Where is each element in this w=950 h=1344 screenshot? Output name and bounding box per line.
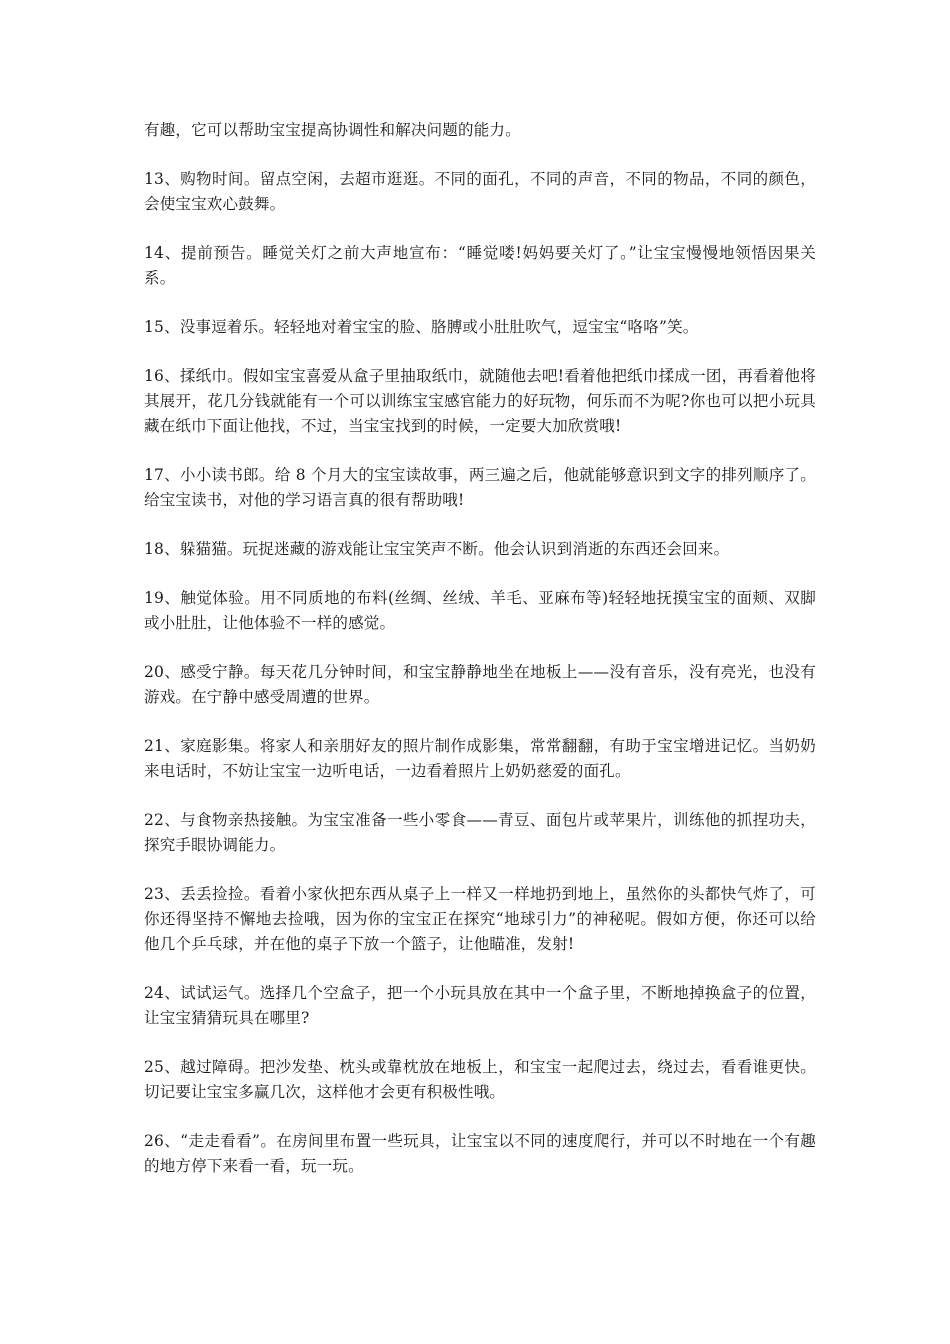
- paragraph-26-walk: 26、“走走看看”。在房间里布置一些玩具，让宝宝以不同的速度爬行，并可以不时地在一个有趣的地方停下来看一看，玩一玩。: [144, 1132, 816, 1175]
- paragraph-13-shopping: 13、购物时间。留点空闲，去超市逛逛。不同的面孔，不同的声音，不同的物品，不同的颜色，会使宝宝欢心鼓舞。: [144, 170, 816, 213]
- paragraph-24-luck: 24、试试运气。选择几个空盒子，把一个小玩具放在其中一个盒子里，不断地掉换盒子的位置，让宝宝猜猜玩具在哪里?: [144, 984, 816, 1027]
- paragraph-22-food: 22、与食物亲热接触。为宝宝准备一些小零食——青豆、面包片或苹果片，训练他的抓捏功夫，探究手眼协调能力。: [144, 811, 816, 854]
- paragraph-19-touch: 19、触觉体验。用不同质地的布料(丝绸、丝绒、羊毛、亚麻布等)轻轻地抚摸宝宝的面颊、双脚或小肚肚，让他体验不一样的感觉。: [144, 589, 816, 632]
- paragraph-14-preview: 14、提前预告。睡觉关灯之前大声地宣布：“睡觉喽!妈妈要关灯了。”让宝宝慢慢地领悟因果关系。: [144, 244, 816, 287]
- paragraph-23-drop: 23、丢丢捡捡。看着小家伙把东西从桌子上一样又一样地扔到地上，虽然你的头都快气炸了，可你还得坚持不懈地去捡哦，因为你的宝宝正在探究“地球引力”的神秘呢。假如方便，你还可以给他几个乒乓球，并在他的桌子下放一个篮子，让他瞄准，发射!: [144, 885, 816, 953]
- document-body: [144, 118, 816, 1203]
- paragraph-18-peekaboo: 18、躲猫猫。玩捉迷藏的游戏能让宝宝笑声不断。他会认识到消逝的东西还会回来。: [144, 540, 730, 558]
- paragraph-21-album: 21、家庭影集。将家人和亲朋好友的照片制作成影集，常常翻翻，有助于宝宝增进记忆。当奶奶来电话时，不妨让宝宝一边听电话，一边看着照片上奶奶慈爱的面孔。: [144, 737, 816, 780]
- paragraph-intro: 有趣，它可以帮助宝宝提高协调性和解决问题的能力。: [144, 121, 521, 139]
- paragraph-15-tease: 15、没事逗着乐。轻轻地对着宝宝的脸、胳膊或小肚肚吹气，逗宝宝“咯咯”笑。: [144, 318, 699, 336]
- paragraph-20-quiet: 20、感受宁静。每天花几分钟时间，和宝宝静静地坐在地板上——没有音乐，没有亮光，也没有游戏。在宁静中感受周遭的世界。: [144, 663, 816, 706]
- paragraph-25-obstacles: 25、越过障碍。把沙发垫、枕头或靠枕放在地板上，和宝宝一起爬过去，绕过去，看看谁更快。切记要让宝宝多赢几次，这样他才会更有积极性哦。: [144, 1058, 816, 1101]
- paragraph-17-reading: 17、小小读书郎。给 8 个月大的宝宝读故事，两三遍之后，他就能够意识到文字的排列顺序了。给宝宝读书，对他的学习语言真的很有帮助哦!: [144, 466, 816, 509]
- paragraph-16-tissue: 16、揉纸巾。假如宝宝喜爱从盒子里抽取纸巾，就随他去吧!看着他把纸巾揉成一团，再看着他将其展开，花几分钱就能有一个可以训练宝宝感官能力的好玩物，何乐而不为呢?你也可以把小玩具藏在纸巾下面让他找，不过，当宝宝找到的时候，一定要大加欣赏哦!: [144, 367, 816, 435]
